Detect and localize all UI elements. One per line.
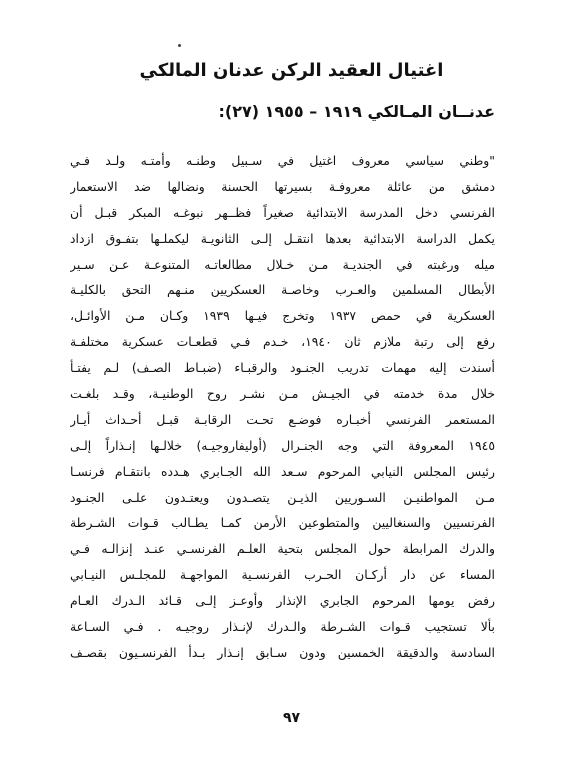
text-line: الفرنسيين والسنغاليين والمتطوعين الأرمن كمـا يطـالب قـوات الشـرطة bbox=[70, 515, 495, 531]
text-line: أسندت إليه مهمات تدريب الجنـود والرقبـاء (ضبـاط الصـف) لـم يفتـأ bbox=[70, 360, 495, 376]
text-line: بألا تستجيب قـوات الشـرطة والـدرك لإنـذار روجيـه . فـي السـاعة bbox=[70, 619, 495, 635]
body-paragraph bbox=[70, 148, 495, 666]
text-line: رفع إلى رتبة ملازم ثان ١٩٤٠، خـدم فـي قطعـات عسكرية مختلفـة bbox=[70, 334, 495, 350]
text-line: والدرك المرابطة حول المجلس بتحية العلـم الفرنسـي عنـد إنزالـه فـي bbox=[70, 541, 495, 557]
text-line: السادسة والدقيقة الخمسين ودون سـابق إنـذار بـدأ الفرنسـيون بقصـف bbox=[70, 644, 495, 660]
chapter-title: اغتيال العقيد الركن عدنان المالكي bbox=[139, 60, 444, 81]
text-line: ميله ورغبته في الجنديـة مـن خـلال مطالعاتـه المتنوعـة عـن سـير bbox=[70, 256, 495, 272]
text-line: "وطني سياسي معروف اغتيل في سـبيل وطنـه وأمتـه ولـد فـي bbox=[70, 153, 495, 168]
page-number: ٩٧ bbox=[282, 710, 301, 726]
text-line: دمشق من عائلة معروفـة بسيرتها الحسنة ونضالها ضد الاستعمار bbox=[70, 178, 495, 194]
text-line: رفض يومها المرحوم الجابري الإنذار وأوعـز إلـى قـائد الـدرك العـام bbox=[70, 593, 495, 609]
text-line: يكمل الدراسة الابتدائية بعدها انتقـل إلـى الثانويـة ليكملـها بتفـوق ازداد bbox=[70, 230, 495, 246]
text-line: المساء عن دار أركـان الحـرب الفرنسـية المواجهـة للمجلـس النيـابي bbox=[70, 567, 495, 583]
section-heading: عدنــان المـالكي ١٩١٩ – ١٩٥٥ (٢٧): bbox=[218, 102, 495, 121]
text-line: الأبطال المسلمين والعـرب وخاصـة العسكريين منـهم التحق بالكليـة bbox=[70, 282, 495, 298]
scan-speck bbox=[178, 44, 181, 47]
text-line: الفرنسي دخل المدرسة الابتدائية صغيراً فظــهر نبوغـه المبكر قبـل أن bbox=[70, 204, 495, 220]
text-line: المستعمر الفرنسي أخبـاره فوضـع تحـت الرقابـة قبـل أحـداث أيـار bbox=[70, 411, 495, 427]
text-line: مـن المواطنيـن السـوريين الذيـن يتصـدون ويعتـدون علـى الجنـود bbox=[70, 489, 495, 505]
text-line: رئيس المجلس النيابي المرحوم سـعد الله الجـابري هـدده بانتقـام فرنسـا bbox=[70, 463, 495, 479]
text-line: خلال مدة خدمته في الجيـش مـن نشـر روح الوطنيـة، وقـد بلغـت bbox=[70, 386, 495, 402]
text-line: ١٩٤٥ المعروفة التي وجه الجنـرال (أوليفاروجيـه) خلالـها إنـذاراً إلـى bbox=[70, 437, 495, 453]
text-line: العسكرية في حمص ١٩٣٧ وتخرج فيـها ١٩٣٩ وكـان مـن الأوائـل، bbox=[70, 308, 495, 324]
